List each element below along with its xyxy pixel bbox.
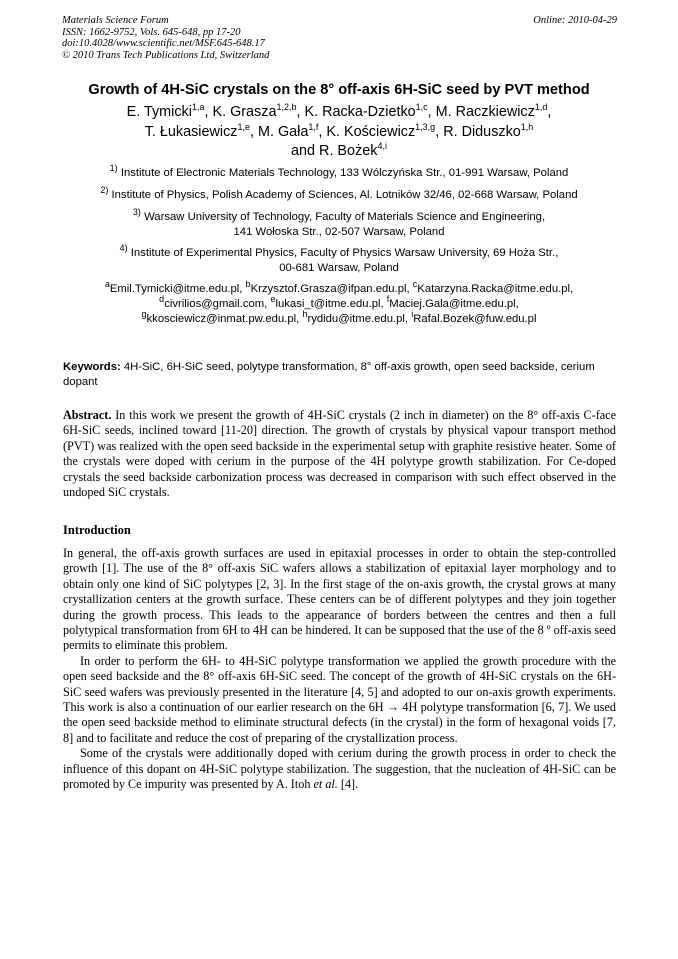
affiliation: $^{3)}$ Warsaw University of Technology, Faculty of Materials Science and Engineering, 141 Wołoska Str., 02-507 Warsaw, Poland [132,207,546,238]
paragraph: In order to perform the 6H- to 4H-SiC polytype transformation we applied the growth procedure with the open seed backside and the 8° off-axis 6H-SiC seed. The concept of the growth of 4H-SiC crystals on the 6H-SiC seed wafers was previously presented in the literature [4, 5] and adopted to our on-axis growth experiments. This work is also a continuation of our earlier research on the 6H → 4H polytype transformation [6, 7]. We used the open seed backside method to eliminate structural defects (in the crystal) in the form of hexagonal voids [7, 8] and to facilitate and reduce the cost of preparing of the crystallization process. [63,653,616,745]
affiliation: $^{1)}$ Institute of Electronic Materials Technology, 133 Wólczyńska Str., 01-991 Warsaw, Poland [109,163,569,179]
paragraph: Some of the crystals were additionally doped with cerium during the growth process in order to check the influence of this dopant on 4H-SiC polytype stabilization. The suggestion, that the nucleation of 4H-SiC can be promoted by Ce impurity was presented by A. Itoh et al. [4]. [63,746,616,792]
paragraph: In general, the off-axis growth surfaces are used in epitaxial processes in order to obtain the step-controlled growth [1]. The use of the 8° off-axis SiC wafers allows a stabilization of epitaxial layer morphology and to obtain only one kind of SiC polytypes [2, 3]. In the first stage of the on-axis growth, the crystal grows at many crystallization centers at the growth surface. These centers can be of different polytypes and they join together during the growth process. This leads to the appearance of borders between the centres and then a full polytypical transformation from 6H to 4H can be hindered. It can be supposed that the use of the 8 º off-axis seed permits to eliminate this problem. [63,546,616,653]
author: M. Gała$^{1,f}$ [257,121,319,140]
journal-name: Materials Science Forum [62,15,169,26]
doi-line[interactable]: doi:10.4028/www.scientific.net/MSF.645-648.17 [62,38,265,50]
keywords-label: Keywords: [63,361,121,373]
email-link[interactable]: $^b$Krzysztof.Grasza@ifpan.edu.pl, [245,279,413,295]
email-list [40,279,638,327]
author: K. Racka-Dzietko$^{1,c}$ [304,102,428,120]
introduction-body [63,546,616,793]
email-link[interactable]: $^g$kkosciewicz@inmat.pw.edu.pl, [141,309,303,325]
keywords-section [63,360,616,390]
email-link[interactable]: $^a$Emil.Tymicki@itme.edu.pl, [104,279,246,295]
author: E. Tymicki$^{1,a}$ [126,102,205,120]
introduction-heading: Introduction [63,523,131,537]
issn-line: ISSN: 1662-9752, Vols. 645-648, pp 17-20 [62,26,241,38]
author: K. Kościewicz$^{1,3,g}$ [326,121,436,140]
email-link[interactable]: $^i$Rafal.Bozek@fuw.edu.pl [411,309,537,325]
email-link[interactable]: $^f$Maciej.Gala@itme.edu.pl, [386,294,519,310]
email-link[interactable]: $^e$lukasi_t@itme.edu.pl, [270,294,387,310]
author: R. Diduszko$^{1,h}$ [443,121,534,140]
abstract-label: Abstract. [63,408,112,422]
author: R. Bożek$^{4,i}$ [319,141,387,159]
abstract-section [63,408,616,500]
paper-title: Growth of 4H-SiC crystals on the 8° off-axis 6H-SiC seed by PVT method [88,82,590,98]
abstract-text: In this work we present the growth of 4H-SiC crystals (2 inch in diameter) on the 8° off-axis C-face 6H-SiC seeds, inclined toward [11-20] direction. The growth of crystals by physical vapour transport method (PVT) was realized with the open seed backside in the experimental setup with graphite resistive heater. Some of the crystals were doped with cerium in the purpose of the 4H polytype growth stabilization. For Ce-doped crystals the seed backside carbonization process was decreased in comparison with such effect observed in the undoped SiC crystals. [63,408,616,500]
author: K. Grasza$^{1,2,b}$ [212,102,297,120]
email-link[interactable]: $^h$rydidu@itme.edu.pl, [302,309,412,325]
affiliation: $^{2)}$ Institute of Physics, Polish Academy of Sciences, Al. Lotników 32/46, 02-668 Warsaw, Poland [100,185,578,201]
keywords-text: 4H-SiC, 6H-SiC seed, polytype transformation, 8° off-axis growth, open seed backside, cerium dopant [63,361,595,388]
author: T. Łukasiewicz$^{1,e}$ [144,121,250,140]
online-date: Online: 2010-04-29 [533,15,617,26]
author-list: E. Tymicki$^{1,a}$, K. Grasza$^{1,2,b}$, K. Racka-Dzietko$^{1,c}$, M. Raczkiewicz$^{1,d}$, T. Łukasiewicz$^{1,e}$, M. Gała$^{1,f}$, K. Kościewicz$^{1,3,g}$, R. Diduszko$^{1,h}$ and R. Bożek$^{4,i}$ [126,102,552,159]
author: M. Raczkiewicz$^{1,d}$ [435,102,548,120]
copyright-line: © 2010 Trans Tech Publications Ltd, Switzerland [62,49,270,61]
journal-header [62,15,617,61]
email-link[interactable]: $^d$civrilios@gmail.com, [159,294,271,310]
email-link[interactable]: $^c$Katarzyna.Racka@itme.edu.pl, [412,279,574,295]
affiliation: $^{4)}$ Institute of Experimental Physics, Faculty of Physics Warsaw University, 69 Hoża Str., 00-681 Warsaw, Poland [119,243,559,274]
